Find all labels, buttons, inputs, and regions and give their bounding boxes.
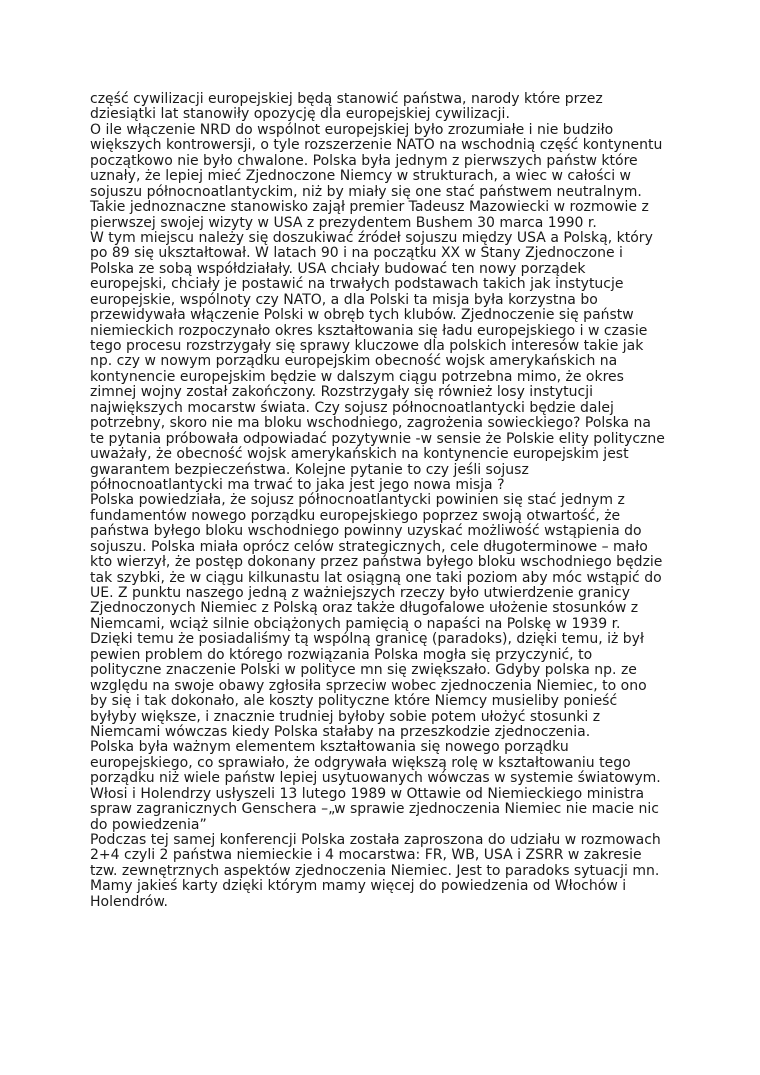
- text-line: sojuszu. Polska miała oprócz celów strategicznych, cele długoterminowe – mało: [90, 538, 648, 555]
- text-line: Polska ze sobą współdziałały. USA chciały budować ten nowy porządek: [90, 260, 586, 277]
- text-line: Mamy jakieś karty dzięki którym mamy więcej do powiedzenia od Włochów i: [90, 878, 627, 895]
- text-line: byłyby większe, i znacznie trudniej byłoby sobie potem ułożyć stosunki z: [90, 708, 601, 725]
- text-line: europejskiego, co sprawiało, że odgrywała większą rolę w kształtowaniu tego: [90, 754, 631, 771]
- text-line: Włosi i Holendrzy usłyszeli 13 lutego 1989 w Ottawie od Niemieckiego ministra: [90, 785, 645, 802]
- text-line: względu na swoje obawy zgłosiła sprzeciw wobec zjednoczenia Niemiec, to ono: [90, 677, 647, 694]
- text-line: niemieckich rozpoczynało okres kształtowania się ładu europejskiego i w czasie: [90, 322, 648, 339]
- document-page: [90, 92, 680, 910]
- text-line: Zjednoczonych Niemiec z Polską oraz także długofalowe ułożenie stosunków z: [90, 600, 639, 617]
- text-line: po 89 się ukształtował. W latach 90 i na początku XX w Stany Zjednoczone i: [90, 245, 623, 262]
- text-line: europejskie, wspólnoty czy NATO, a dla Polski ta misja była korzystna bo: [90, 291, 598, 308]
- text-line: te pytania próbowała odpowiadać pozytywnie -w sensie że Polskie elity polityczne: [90, 430, 665, 447]
- text-line: W tym miejscu należy się doszukiwać źródeł sojuszu między USA a Polską, który: [90, 229, 653, 246]
- text-line: Holendrów.: [90, 893, 168, 910]
- text-line: UE. Z punktu naszego jedną z ważniejszych rzeczy było utwierdzenie granicy: [90, 585, 631, 601]
- text-line: gwarantem bezpieczeństwa. Kolejne pytanie to czy jeśli sojusz: [90, 461, 529, 478]
- text-line: Niemcami wówczas kiedy Polska stałaby na przeszkodzie zjednoczenia.: [90, 723, 591, 740]
- text-line: kontynencie europejskim będzie w dalszym ciągu potrzebna mimo, że okres: [90, 368, 624, 385]
- text-line: O ile włączenie NRD do wspólnot europejskiej było zrozumiałe i nie budziło: [90, 121, 614, 138]
- text-line: początkowo nie było chwalone. Polska była jednym z pierwszych państw które: [90, 152, 638, 169]
- text-line: pierwszej swojej wizyty w USA z prezydentem Bushem 30 marca 1990 r.: [90, 214, 597, 231]
- text-line: tego procesu rozstrzygały się sprawy kluczowe dla polskich interesów takie jak: [90, 338, 644, 354]
- text-line: tak szybki, że w ciągu kilkunastu lat osiągną one taki poziom aby móc wstąpić do: [90, 569, 662, 586]
- text-line: Niemcami, wciąż silnie obciążonych pamięcią o napaści na Polskę w 1939 r.: [90, 615, 621, 632]
- text-line: dziesiątki lat stanowiły opozycję dla europejskiej cywilizacji.: [90, 106, 510, 123]
- text-line: np. czy w nowym porządku europejskim obecność wojsk amerykańskich na: [90, 353, 618, 370]
- text-line: europejski, chciały je postawić na trwałych podstawach takich jak instytucje: [90, 276, 624, 293]
- text-line: by się i tak dokonało, ale koszty polityczne które Niemcy musieliby ponieść: [90, 693, 618, 710]
- text-line: do powiedzenia”: [90, 816, 207, 833]
- text-line: przewidywała włączenie Polski w obręb tych klubów. Zjednoczenie się państw: [90, 307, 634, 324]
- text-line: zimnej wojny został zakończony. Rozstrzygały się również losy instytucji: [90, 384, 593, 401]
- text-line: państwa byłego bloku wschodniego powinny uzyskać możliwość wstąpienia do: [90, 523, 642, 540]
- text-line: tzw. zewnętrznych aspektów zjednoczenia Niemiec. Jest to paradoks sytuacji mn.: [90, 862, 660, 879]
- text-line: uznały, że lepiej mieć Zjednoczone Niemcy w strukturach, a wiec w całości w: [90, 168, 632, 185]
- text-line: największych mocarstw świata. Czy sojusz północnoatlantycki będzie dalej: [90, 399, 614, 416]
- text-line: potrzebny, skoro nie ma bloku wschodniego, zagrożenia sowieckiego? Polska na: [90, 415, 651, 432]
- text-line: kto wierzył, że postęp dokonany przez państwa byłego bloku wschodniego będzie: [90, 554, 663, 571]
- text-line: porządku niż wiele państw lepiej usytuowanych wówczas w systemie światowym.: [90, 770, 661, 787]
- text-line: północnoatlantycki ma trwać to jaka jest jego nowa misja ?: [90, 476, 505, 493]
- text-line: uważały, że obecność wojsk amerykańskich na kontynencie europejskim jest: [90, 446, 629, 463]
- text-line: część cywilizacji europejskiej będą stanowić państwa, narody które przez: [90, 91, 603, 107]
- text-line: polityczne znaczenie Polski w polityce mn się zwiększało. Gdyby polska np. ze: [90, 662, 637, 679]
- text-line: większych kontrowersji, o tyle rozszerzenie NATO na wschodnią część kontynentu: [90, 137, 663, 154]
- text-line: Takie jednoznaczne stanowisko zajął premier Tadeusz Mazowiecki w rozmowie z: [90, 199, 649, 216]
- text-line: sojuszu północnoatlantyckim, niż by miały się one stać państwem neutralnym.: [90, 183, 642, 200]
- text-line: spraw zagranicznych Genschera –„w sprawie zjednoczenia Niemiec nie macie nic: [90, 801, 659, 818]
- text-line: 2+4 czyli 2 państwa niemieckie i 4 mocarstwa: FR, WB, USA i ZSRR w zakresie: [90, 847, 642, 864]
- text-line: pewien problem do którego rozwiązania Polska mogła się przyczynić, to: [90, 646, 593, 663]
- text-line: fundamentów nowego porządku europejskiego poprzez swoją otwartość, że: [90, 507, 621, 524]
- text-line: Polska powiedziała, że sojusz północnoatlantycki powinien się stać jednym z: [90, 492, 625, 509]
- text-line: Polska była ważnym elementem kształtowania się nowego porządku: [90, 739, 569, 756]
- text-line: Podczas tej samej konferencji Polska została zaproszona do udziału w rozmowach: [90, 832, 661, 848]
- text-line: Dzięki temu że posiadaliśmy tą wspólną granicę (paradoks), dzięki temu, iż był: [90, 631, 644, 648]
